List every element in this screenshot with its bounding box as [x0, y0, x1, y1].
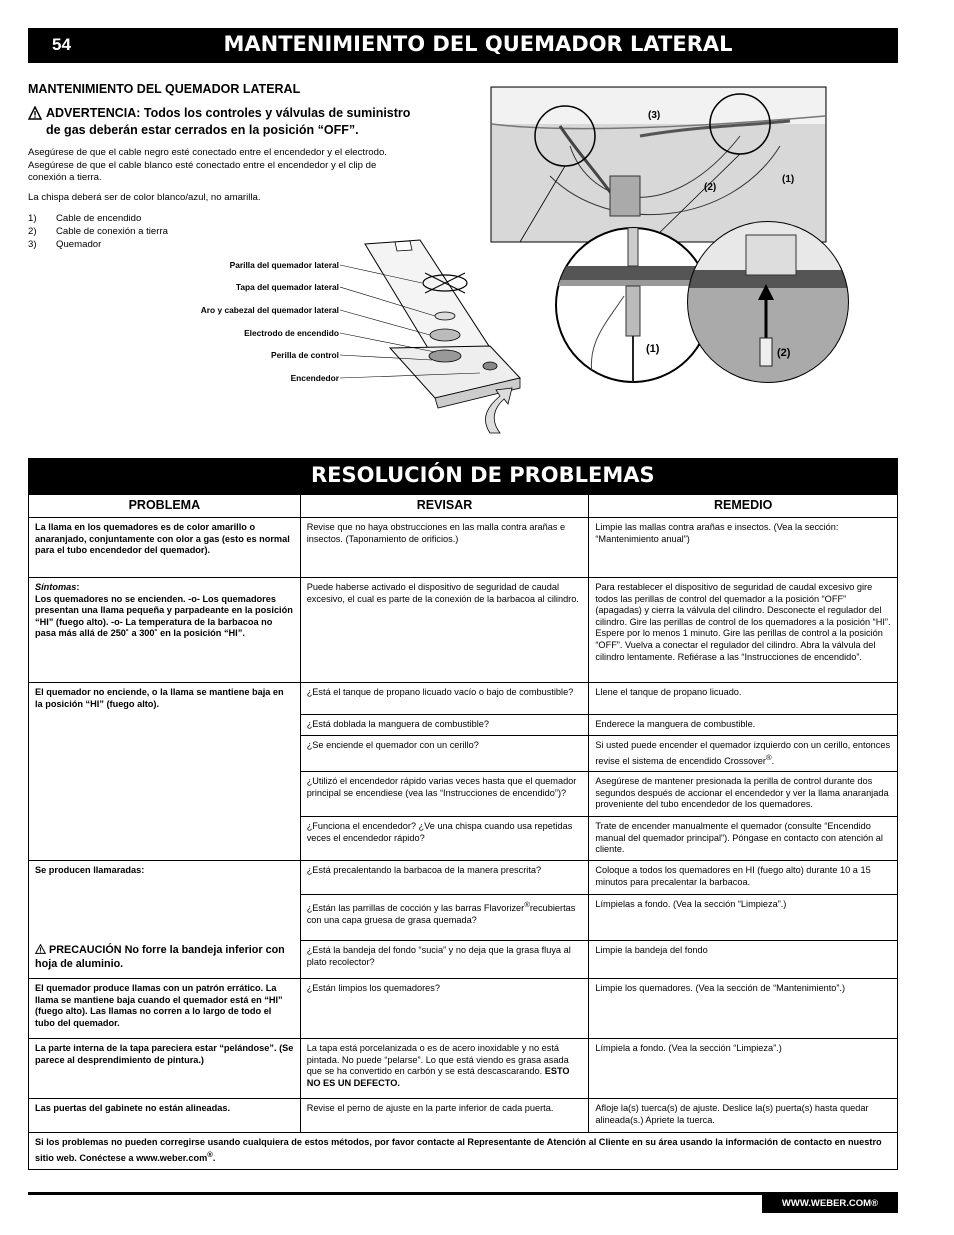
remedy-cell: Llene el tanque de propano licuado.: [589, 683, 898, 715]
remedy-cell: Si usted puede encender el quemador izquierdo con un cerillo, entonces revise el sistema de encendido Crossover®.: [589, 736, 898, 772]
label-burner-cap: Tapa del quemador lateral: [235, 282, 339, 292]
check-cell: ¿Están las parrillas de cocción y las barras Flavorizer®recubiertas con una capa gruesa de grasa quemada?: [300, 895, 589, 941]
remedy-cell: Trate de encender manualmente el quemador (consulte “Encendido manual del quemador principal”). Póngase en contacto con atención al cliente.: [589, 817, 898, 861]
check-cell: ¿Se enciende el quemador con un cerillo?: [300, 736, 589, 772]
website-badge: WWW.WEBER.COM®: [762, 1195, 898, 1213]
warning-icon: [28, 106, 42, 120]
problem-cell: [29, 861, 301, 979]
table-footer-row: [29, 1133, 898, 1169]
remedy-cell: Para restablecer el dispositivo de seguridad de caudal excesivo gire todos las perillas de control del quemador a la posición “OFF” (apagadas) y cierra la válvula del cilindro. Desconecte el regulador del cilindro. Gire las perillas de control de los quemadores a la posición “HI”. Espere por lo menos 1 minuto. Gire las perillas de control a la posición “OFF”. Vuelva a conectar el regulador del cilindro. Abra la válvula del cilindro lentamente. Refiérase a las “Instrucciones de encendido”.: [589, 578, 898, 683]
instructions-line: Asegúrese de que el cable negro esté conectado entre el encendedor y el electrodo.: [28, 147, 387, 158]
symptoms-text: Los quemadores no se encienden. -o- Los quemadores presentan una llama pequeña y parpadeante en la posición “HI” (fuego alto). -o- La temperatura de la barbacoa no pasa más allá de 250˚ a 300˚ en la posición “HI”.: [35, 593, 293, 639]
remedy-cell: Limpie la bandeja del fondo: [589, 941, 898, 979]
callout-3: (3): [648, 110, 661, 121]
remedy-cell: Limpie los quemadores. (Vea la sección de “Mantenimiento”.): [589, 979, 898, 1039]
instructions-line: Asegúrese de que el cable blanco esté conectado entre el encendedor y el clip de: [28, 159, 377, 171]
list-item: 3) Quemador: [28, 239, 102, 250]
list-item: 2) Cable de conexión a tierra: [28, 226, 168, 237]
table-row: [29, 518, 898, 578]
column-header-problem: PROBLEMA: [29, 495, 301, 518]
table-row: [29, 979, 898, 1039]
warning-block: [28, 105, 468, 139]
label-burner-ring: Aro y cabezal del quemador lateral: [200, 305, 339, 315]
table-row: [29, 1039, 898, 1099]
problem-cell: La llama en los quemadores es de color amarillo o anaranjado, conjuntamente con olor a gas (esto es normal para el tubo encendedor del quemador).: [29, 518, 301, 578]
problem-cell: Síntomas: Los quemadores no se encienden. -o- Los quemadores presentan una llama pequeña y parpadeante en la posición “HI” (fuego alto). -o- La temperatura de la barbacoa no pasa más allá de 250˚ a 300˚ en la posición “HI”.: [29, 578, 301, 683]
page-header-bar: [28, 28, 898, 63]
check-cell: Puede haberse activado el dispositivo de seguridad de caudal excesivo, el cual es parte de la conexión de la barbacoa al cilindro.: [300, 578, 589, 683]
check-cell: ¿Funciona el encendedor? ¿Ve una chispa cuando usa repetidas veces el encendedor rápido?: [300, 817, 589, 861]
remedy-cell: Asegúrese de mantener presionada la perilla de control durante dos segundos después de accionar el encendedor y ver la llama anaranjada proveniente del tubo encendedor de los quemadores.: [589, 772, 898, 817]
label-control-knob: Perilla de control: [271, 350, 339, 360]
remedy-cell: Límpielas a fondo. (Vea la sección “Limpieza”.): [589, 895, 898, 941]
label-igniter: Encendedor: [290, 373, 339, 383]
column-header-check: REVISAR: [300, 495, 589, 518]
problem-cell: Las puertas del gabinete no están alineadas.: [29, 1099, 301, 1133]
symptoms-label: Síntomas: [35, 582, 77, 592]
troubleshooting-header-bar: [28, 458, 898, 494]
check-cell: ¿Utilizó el encendedor rápido varias veces hasta que el quemador principal se encendiese (vea las “Instrucciones de encendido”)?: [300, 772, 589, 817]
table-row: [29, 683, 898, 715]
detail-callout-2: (2): [777, 347, 791, 359]
problem-cell: El quemador produce llamas con un patrón errático. La llama se mantiene baja cuando el quemador está en “HI” (fuego alto). Las llamas no corren a lo largo de todo el tubo del quemador.: [29, 979, 301, 1039]
list-item: 1) Cable de encendido: [28, 213, 142, 224]
ground-wire-detail: [686, 220, 850, 384]
table-row: [29, 1099, 898, 1133]
warning-icon: [35, 944, 46, 954]
label-grate: Parilla del quemador lateral: [229, 260, 339, 270]
check-cell: Revise que no haya obstrucciones en las malla contra arañas e insectos. (Taponamiento de orificios.): [300, 518, 589, 578]
label-electrode: Electrodo de encendido: [244, 328, 339, 338]
parts-list: [28, 212, 168, 251]
flareup-problem: Se producen llamaradas:: [35, 865, 145, 876]
caution-note: PRECAUCIÓN No forre la bandeja inferior con hoja de aluminio.: [35, 943, 285, 970]
callout-1: (1): [782, 174, 795, 185]
table-row: [29, 578, 898, 683]
check-cell: Revise el perno de ajuste en la parte inferior de cada puerta.: [300, 1099, 589, 1133]
table-header-row: [29, 495, 898, 518]
problem-cell: La parte interna de la tapa pareciera estar “pelándose”. (Se parece al desprendimiento de pintura.): [29, 1039, 301, 1099]
page-title: MANTENIMIENTO DEL QUEMADOR LATERAL: [223, 32, 733, 56]
remedy-cell: Limpie las mallas contra arañas e insectos. (Vea la sección: “Mantenimiento anual”): [589, 518, 898, 578]
remedy-cell: Límpiela a fondo. (Vea la sección “Limpieza”.): [589, 1039, 898, 1099]
check-cell: ¿Están limpios los quemadores?: [300, 979, 589, 1039]
callout-2: (2): [704, 182, 717, 193]
spark-note: La chispa deberá ser de color blanco/azul, no amarilla.: [28, 192, 261, 203]
warning-line-2: de gas deberán estar cerrados en la posición “OFF”.: [46, 123, 359, 137]
remedy-cell: Coloque a todos los quemadores en HI (fuego alto) durante 10 a 15 minutos para precalentar la barbacoa.: [589, 861, 898, 895]
check-cell: ¿Está la bandeja del fondo “sucia” y no deja que la grasa fluya al plato recolector?: [300, 941, 589, 979]
troubleshooting-title: RESOLUCIÓN DE PROBLEMAS: [311, 463, 655, 487]
troubleshooting-table: [28, 494, 898, 1170]
table-row: [29, 861, 898, 895]
instructions-line: conexión a tierra.: [28, 172, 102, 183]
column-header-remedy: REMEDIO: [589, 495, 898, 518]
instructions-paragraph: [28, 147, 468, 185]
detail-callout-1: (1): [646, 343, 660, 355]
remedy-cell: Afloje la(s) tuerca(s) de ajuste. Deslice la(s) puerta(s) hasta quedar alineada(s.) Apriete la tuerca.: [589, 1099, 898, 1133]
check-cell: ¿Está doblada la manguera de combustible?: [300, 715, 589, 736]
check-cell: La tapa está porcelanizada o es de acero inoxidable y no está pintada. No puede “pelarse”. Lo que está viendo es grasa asada que se ha convertido en carbón y se está descascarando. ESTO NO ES UN DEFECTO.: [300, 1039, 589, 1099]
remedy-cell: Enderece la manguera de combustible.: [589, 715, 898, 736]
check-cell: ¿Está el tanque de propano licuado vacío o bajo de combustible?: [300, 683, 589, 715]
contact-note: Si los problemas no pueden corregirse usando cualquiera de estos métodos, por favor contacte al Representante de Atención al Cliente en su área usando la información de contacto en nuestro sitio web. Conéctese a www.weber.com®.: [29, 1133, 898, 1169]
page-number: 54: [52, 35, 71, 54]
check-cell: ¿Está precalentando la barbacoa de la manera prescrita?: [300, 861, 589, 895]
problem-cell: El quemador no enciende, o la llama se mantiene baja en la posición “HI” (fuego alto).: [29, 683, 301, 861]
side-burner-illustration: [340, 238, 540, 438]
warning-line-1: ADVERTENCIA: Todos los controles y válvulas de suministro: [46, 106, 411, 120]
section-heading: MANTENIMIENTO DEL QUEMADOR LATERAL: [28, 82, 301, 96]
